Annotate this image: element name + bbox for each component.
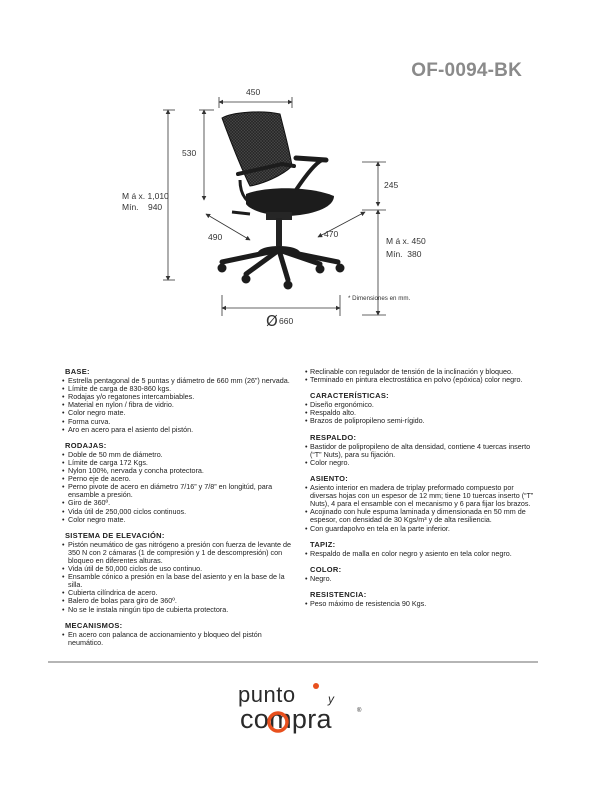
logo-accent-dot-icon [234, 678, 374, 758]
logo-registered-mark: ® [357, 708, 362, 714]
spec-section-title: RODAJAS: [65, 440, 107, 450]
spec-section-title: RESISTENCIA: [310, 589, 367, 599]
brand-logo [234, 678, 374, 758]
spec-section-title: MECANISMOS: [65, 620, 123, 630]
spec-column-left [61, 368, 293, 655]
chair-illustration [218, 112, 345, 290]
spec-item: • Límite de carga 172 Kgs. [61, 459, 293, 467]
spec-item: • Cubierta cilíndrica de acero. [61, 589, 293, 597]
spec-list [306, 575, 538, 583]
spec-item: • Balero de bolas para giro de 360º. [61, 597, 293, 605]
spec-section [306, 591, 538, 608]
diameter-symbol: Ø [266, 312, 278, 330]
spec-section-title: BASE: [65, 367, 90, 376]
logo-word-punto: punto [238, 682, 296, 707]
spec-item: • Forma curva. [61, 418, 293, 426]
spec-item: • Bastidor de polipropileno de alta densidad, contiene 4 tuercas inserto (“T” Nuts), para su fijación. [306, 443, 538, 459]
spec-section [306, 475, 538, 533]
dim-back-height: 530 [182, 148, 197, 158]
spec-section [61, 368, 293, 434]
spec-item: • Acojinado con hule espuma laminada y dimensionada en 50 mm de espesor, con densidad de 30 Kgs/m³ y de alta resiliencia. [306, 508, 538, 524]
spec-section-title: CARACTERÍSTICAS: [310, 391, 389, 401]
spec-item: • Perno eje de acero. [61, 475, 293, 483]
chair-dimension-drawing [0, 0, 600, 340]
footer-divider [48, 661, 538, 663]
dim-min-height: Mín. 940 [122, 202, 163, 212]
dim-arm-height: 245 [384, 180, 399, 190]
spec-item: • Aro en acero para el asiento del pistón. [61, 426, 293, 434]
spec-section [61, 532, 293, 614]
dim-width-top: 450 [246, 87, 261, 97]
logo-word-y: y [328, 692, 334, 706]
spec-item: • Negro. [306, 575, 538, 583]
spec-section [306, 566, 538, 583]
spec-item: • Diseño ergonómico. [306, 401, 538, 409]
spec-item: • Perno pivote de acero en diámetro 7/16” y 7/8” en longitúd, para ensamble a presión. [61, 483, 293, 499]
spec-column-right [306, 368, 538, 616]
dim-depth-left: 490 [208, 232, 223, 242]
spec-item: • Material en nylon / fibra de vidrio. [61, 401, 293, 409]
spec-item: • Respaldo de malla en color negro y asiento en tela color negro. [306, 550, 538, 558]
spec-section-title: TAPIZ: [310, 539, 336, 549]
spec-section [61, 622, 293, 647]
spec-item: • Peso máximo de resistencia 90 Kgs. [306, 600, 538, 608]
spec-item: • Terminado en pintura electrostática en polvo (epóxica) color negro. [306, 376, 538, 384]
spec-item: • Brazos de polipropileno semi-rígido. [306, 417, 538, 425]
spec-item: • Color negro mate. [61, 409, 293, 417]
spec-item: • Con guardapolvo en tela en la parte inferior. [306, 525, 538, 533]
logo-word-compra: compra [240, 704, 332, 734]
spec-item: • Nylon 100%, nervada y concha protectora. [61, 467, 293, 475]
spec-list [306, 550, 538, 558]
spec-list [306, 484, 538, 533]
spec-section [306, 368, 538, 384]
spec-list [61, 541, 293, 614]
spec-item: • Límite de carga de 830-860 kgs. [61, 385, 293, 393]
spec-item: • Respaldo alto. [306, 409, 538, 417]
spec-item: • En acero con palanca de accionamiento y bloqueo del pistón neumático. [61, 631, 293, 647]
spec-item: • Asiento interior en madera de triplay preformado compuesto por diversas hojas con un espesor de 12 mm; tiene 10 tuercas inserto (“T” Nuts), 4 para el ensamble con el mecanismo y 6 para fijar los brazos. [306, 484, 538, 508]
spec-item: • No se le instala ningún tipo de cubierta protectora. [61, 606, 293, 614]
spec-section-title: COLOR: [310, 564, 342, 574]
spec-section-title: SISTEMA DE ELEVACIÓN: [65, 530, 165, 540]
spec-item: • Pistón neumático de gas nitrógeno a presión con fuerza de levante de 350 N con 2 cámaras (1 de compresión y 1 de descompresión) con bloqueo en diferentes alturas. [61, 541, 293, 565]
dim-seat-max: M á x. 450 [386, 236, 426, 246]
spec-item: • Color negro. [306, 459, 538, 467]
spec-item: • Estrella pentagonal de 5 puntas y diámetro de 660 mm (26”) nervada. [61, 377, 293, 385]
spec-item: • Giro de 360º. [61, 499, 293, 507]
spec-item: • Reclinable con regulador de tensión de la inclinación y bloqueo. [306, 368, 538, 376]
spec-list [306, 401, 538, 425]
spec-list [306, 368, 538, 384]
spec-list [61, 377, 293, 434]
spec-list [61, 631, 293, 647]
spec-item: • Vida útil de 50,000 ciclos de uso continuo. [61, 565, 293, 573]
spec-section [306, 541, 538, 558]
spec-list [306, 600, 538, 608]
spec-section [61, 442, 293, 524]
dimensions-note: * Dimensiones en mm. [348, 295, 411, 302]
spec-item: • Ensamble cónico a presión en la base del asiento y en la base de la silla. [61, 573, 293, 589]
spec-list [61, 451, 293, 524]
dim-seat-min: Mín. 380 [386, 249, 422, 259]
spec-list [306, 443, 538, 467]
dim-depth-right: 470 [324, 229, 339, 239]
spec-item: • Doble de 50 mm de diámetro. [61, 451, 293, 459]
spec-section-title: ASIENTO: [310, 473, 349, 483]
product-code: OF-0094-BK [411, 60, 522, 81]
spec-item: • Vida útil de 250,000 ciclos continuos. [61, 508, 293, 516]
spec-section-title: RESPALDO: [310, 432, 357, 442]
spec-item: • Rodajas y/o regatones intercambiables. [61, 393, 293, 401]
dim-max-height: M á x. 1,010 [122, 191, 169, 201]
spec-section [306, 434, 538, 467]
spec-item: • Color negro mate. [61, 516, 293, 524]
dim-diameter: 660 [279, 316, 294, 326]
spec-section [306, 392, 538, 425]
